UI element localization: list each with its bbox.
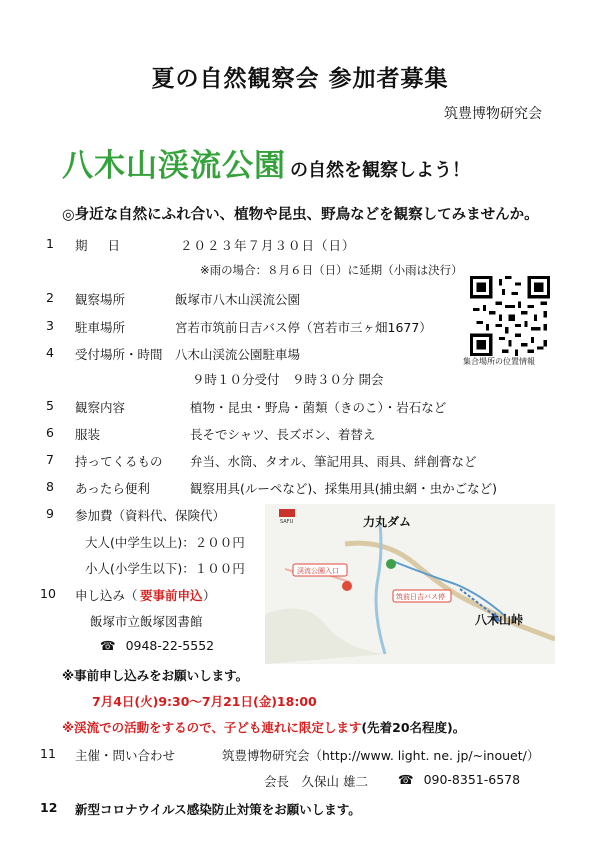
item-label-end: ） [203,588,216,603]
phone-icon: ☎ [398,772,414,787]
item-label: 服装 [75,427,101,442]
item-label: 駐車場所 [75,320,126,335]
item-number: 9 [46,506,54,521]
president: 会長 久保山 雄二 [264,774,368,789]
qr-caption: 集合場所の位置情報 [463,357,535,366]
item-value: 八木山渓流公園駐車場 [175,347,301,362]
rain-note: ※雨の場合：８月６日（日）に延期（小雨は決行） [200,263,463,277]
item-value: ２０２３年７月３０日（日） [180,238,356,253]
banner-park-name: 八木山渓流公園 [62,148,286,184]
item-label: 観察内容 [75,400,126,415]
limit-notice [62,718,465,736]
banner-text: の自然を観察しよう！ [290,160,470,181]
item-label: あったら便利 [75,481,150,496]
prior-notice: ※事前申し込みをお願いします。 [62,668,249,683]
item-number: 11 [40,746,56,761]
item-label: 受付場所・時間 [75,347,163,362]
item-number: 12 [40,800,58,815]
application-period: 7月4日(火)9:30～7月21日(金)18:00 [92,694,317,709]
item-value: 長そでシャツ、長ズボン、着替え [190,427,376,442]
fee-adult: 大人(中学生以上)：２００円 [85,535,245,550]
item-value: 宮若市筑前日吉バス停（宮若市三ヶ畑1677） [175,320,432,335]
president-phone: 090-8351-6578 [423,772,521,787]
map-pass-label: 八木山峠 [475,613,524,627]
library-phone: 0948-22-5552 [125,638,215,653]
reception-time: ９時１０分受付 ９時３０分 開会 [192,372,384,387]
organizer: 筑豊博物研究会 [444,106,542,122]
item-value: 弁当、水筒、タオル、筆記用具、雨具、絆創膏など [190,454,477,469]
item-value: 植物・昆虫・野鳥・菌類（きのこ）・岩石など [190,400,447,415]
required-tag: 要事前申込 [140,588,203,603]
item-label: 参加費（資料代、保険代） [75,508,226,523]
item-number: 7 [46,452,54,467]
item-value: 筑豊博物研究会（http://www. light. ne. jp/~inouet/） [222,748,540,763]
limit-text: ※渓流での活動をするので、子ども連れに限定します [62,720,362,735]
limit-note: (先着20名程度)。 [361,720,466,735]
item-label: 新型コロナウイルス感染防止対策をお願いします。 [75,802,361,817]
banner [62,140,470,185]
map-dam-label: 力丸ダム [363,515,412,529]
item-number: 2 [46,290,54,305]
item-label: 主催・問い合わせ [75,748,176,763]
item-number: 4 [46,345,54,360]
item-label: 持ってくるもの [75,454,163,469]
fee-child: 小人(小学生以下)：１００円 [85,561,245,576]
item-number: 10 [40,586,56,601]
intro-text: ◎身近な自然にふれ合い、植物や昆虫、野鳥などを観察してみませんか。 [62,207,539,223]
item-value: 観察用具(ルーペなど)、採集用具(捕虫網・虫かごなど) [190,481,498,496]
item-number: 8 [46,479,54,494]
item-label: 申し込み（ [75,588,138,603]
item-label: 期 日 [75,238,128,253]
location-map [265,504,555,664]
item-label: 観察場所 [75,292,126,307]
president-phone-row [398,772,520,787]
map-busstop-label: 筑前日吉バス停 [396,593,445,601]
phone-icon: ☎ [100,638,116,653]
item-number: 5 [46,398,54,413]
page-title: 夏の自然観察会 参加者募集 [151,66,449,92]
item-number: 6 [46,425,54,440]
library-phone-row [100,638,214,653]
qr-code[interactable] [470,276,550,356]
item-number: 3 [46,318,54,333]
logo-text: SAFU [280,519,294,525]
item-number: 1 [46,236,54,251]
map-entrance-label: 渓流公園入口 [297,567,339,575]
library-name: 飯塚市立飯塚図書館 [90,614,203,629]
item-value: 飯塚市八木山渓流公園 [175,292,301,307]
